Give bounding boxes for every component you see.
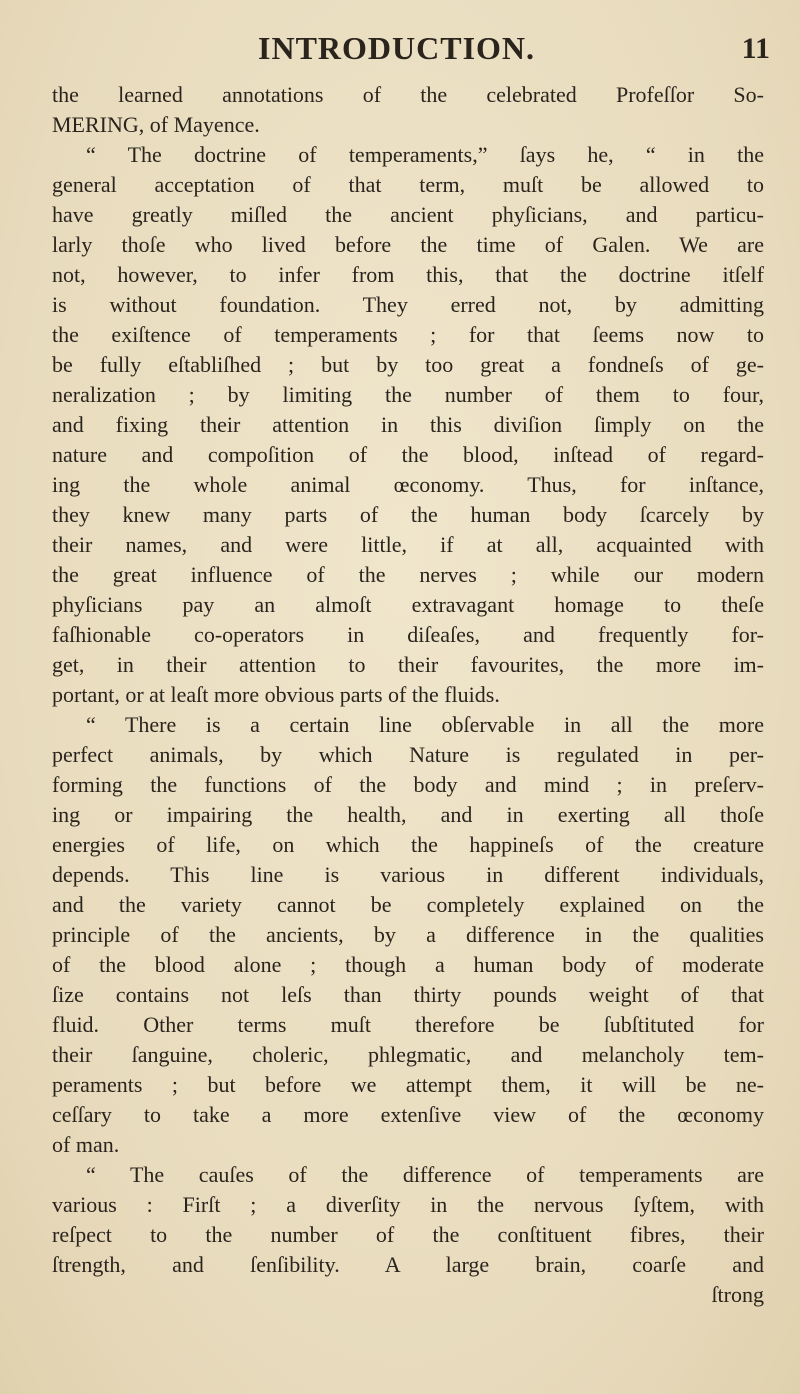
text-line: various : Firſt ; a diverſity in the nervous ſyſtem, with — [52, 1192, 764, 1217]
text-line: and fixing their attention in this diviſion ſimply on the — [52, 412, 764, 437]
text-line: “ The cauſes of the difference of temperaments are — [86, 1162, 764, 1187]
text-line: ing the whole animal œconomy. Thus, for inſtance, — [52, 472, 764, 497]
text-line: peraments ; but before we attempt them, it will be ne- — [52, 1072, 764, 1097]
text-line: principle of the ancients, by a difference in the qualities — [52, 922, 764, 947]
text-line: energies of life, on which the happineſs of the creature — [52, 832, 764, 857]
text-line: neralization ; by limiting the number of them to four, — [52, 382, 764, 407]
text-line: get, in their attention to their favourites, the more im- — [52, 652, 764, 677]
text-line: the exiſtence of temperaments ; for that ſeems now to — [52, 322, 764, 347]
text-line: ſize contains not leſs than thirty pounds weight of that — [52, 982, 764, 1007]
text-line: of man. — [52, 1132, 120, 1157]
text-line: have greatly miſled the ancient phyſicians, and particu- — [52, 202, 764, 227]
page-header — [0, 30, 800, 70]
text-line: the great influence of the nerves ; while our modern — [52, 562, 764, 587]
text-line: “ There is a certain line obſervable in all the more — [86, 712, 764, 737]
text-line: fluid. Other terms muſt therefore be ſubſtituted for — [52, 1012, 764, 1037]
page-number: 11 — [741, 32, 770, 65]
text-line: their ſanguine, choleric, phlegmatic, and melancholy tem- — [52, 1042, 764, 1067]
catchword: ſtrong — [711, 1282, 764, 1307]
text-line: and the variety cannot be completely explained on the — [52, 892, 764, 917]
text-line: is without foundation. They erred not, by admitting — [52, 292, 764, 317]
text-line: depends. This line is various in different individuals, — [52, 862, 764, 887]
text-line: their names, and were little, if at all, acquainted with — [52, 532, 764, 557]
text-line: the learned annotations of the celebrated Profeſſor So- — [52, 82, 764, 107]
text-line: they knew many parts of the human body ſcarcely by — [52, 502, 764, 527]
text-line: perfect animals, by which Nature is regulated in per- — [52, 742, 764, 767]
text-line: ſtrength, and ſenſibility. A large brain, coarſe and — [52, 1252, 764, 1277]
text-line: phyſicians pay an almoſt extravagant homage to theſe — [52, 592, 764, 617]
text-line: larly thoſe who lived before the time of Galen. We are — [52, 232, 764, 257]
text-line: not, however, to infer from this, that the doctrine itſelf — [52, 262, 764, 287]
running-head: INTRODUCTION. — [258, 30, 536, 66]
text-line: general acceptation of that term, muſt be allowed to — [52, 172, 764, 197]
text-line: ceſſary to take a more extenſive view of the œconomy — [52, 1102, 764, 1127]
text-line: forming the functions of the body and mind ; in preſerv- — [52, 772, 764, 797]
text-line: be fully eſtabliſhed ; but by too great a fondneſs of ge- — [52, 352, 764, 377]
text-line: nature and compoſition of the blood, inſtead of regard- — [52, 442, 764, 467]
text-line: of the blood alone ; though a human body of moderate — [52, 952, 764, 977]
text-line: MERING, of Mayence. — [52, 112, 260, 137]
text-line: ing or impairing the health, and in exerting all thoſe — [52, 802, 764, 827]
text-line: reſpect to the number of the conſtituent fibres, their — [52, 1222, 764, 1247]
body-text — [52, 80, 764, 1310]
text-line: “ The doctrine of temperaments,” ſays he, “ in the — [86, 142, 764, 167]
text-line: portant, or at leaſt more obvious parts of the fluids. — [52, 682, 500, 707]
text-line: faſhionable co-operators in diſeaſes, and frequently for- — [52, 622, 764, 647]
